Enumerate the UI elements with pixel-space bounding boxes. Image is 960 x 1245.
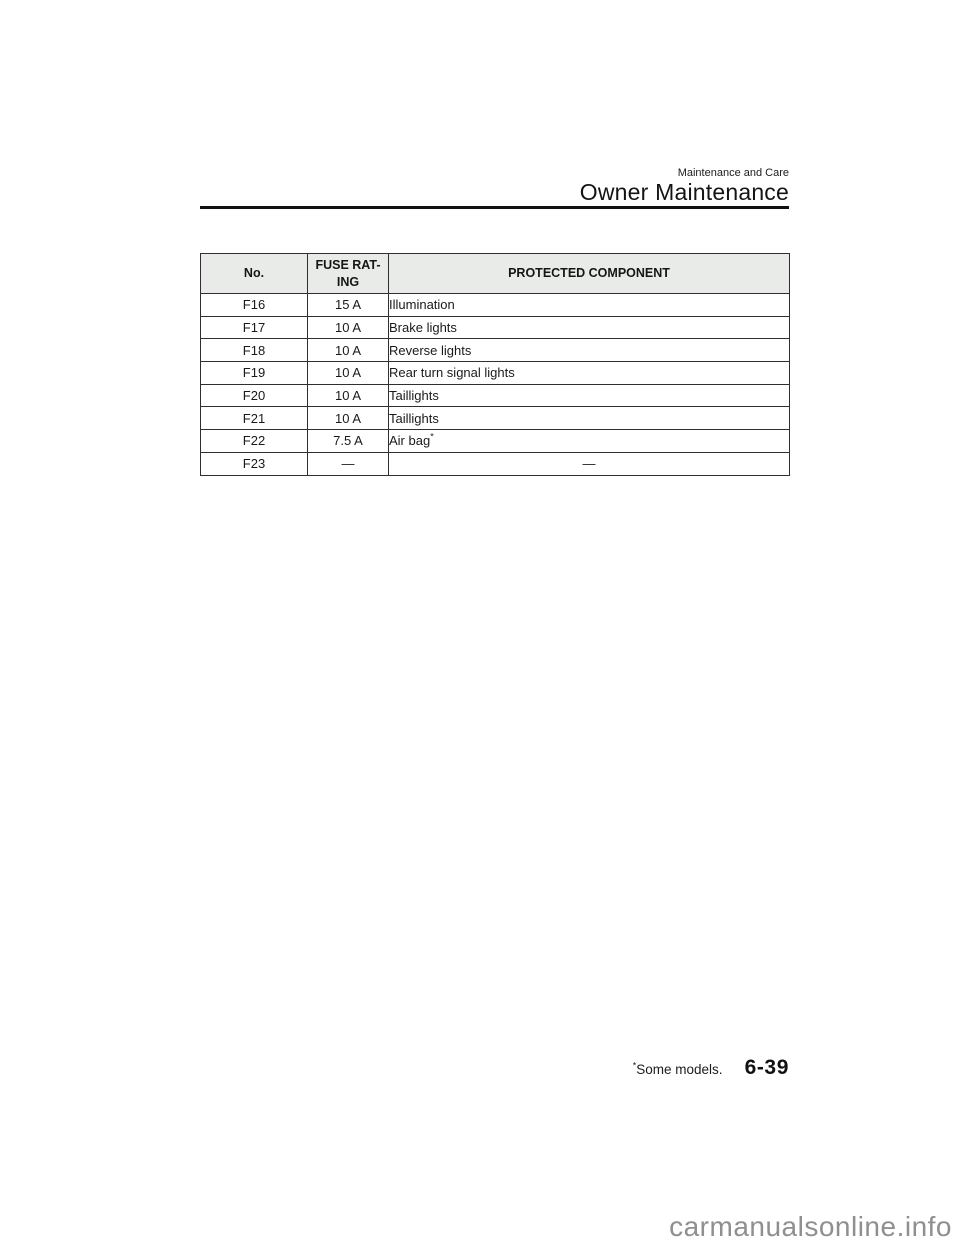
- fuse-no-cell: F23: [201, 452, 308, 475]
- table-row: [201, 452, 790, 475]
- page-footer: [0, 1056, 789, 1080]
- fuse-no-cell: F22: [201, 430, 308, 453]
- header-rule: [200, 206, 789, 209]
- fuse-no-cell: F18: [201, 339, 308, 362]
- fuse-rating-cell: 10 A: [308, 339, 389, 362]
- fuse-rating-cell: 10 A: [308, 362, 389, 385]
- column-header-no: No.: [201, 254, 308, 294]
- table-row: [201, 339, 790, 362]
- page-number: 6-39: [744, 1056, 789, 1079]
- protected-component-cell: Illumination: [389, 294, 790, 317]
- section-label: Maintenance and Care: [677, 167, 789, 179]
- fuse-no-cell: F20: [201, 384, 308, 407]
- table-header-row: [201, 254, 790, 294]
- table-row: [201, 316, 790, 339]
- page-header: [200, 167, 789, 205]
- fuse-no-cell: F19: [201, 362, 308, 385]
- fuse-table-header: [201, 254, 790, 294]
- fuse-rating-cell: 7.5 A: [308, 430, 389, 453]
- fuse-table: [200, 253, 790, 476]
- fuse-no-cell: F17: [201, 316, 308, 339]
- fuse-rating-cell: 15 A: [308, 294, 389, 317]
- table-row: [201, 294, 790, 317]
- fuse-rating-cell: 10 A: [308, 384, 389, 407]
- column-header-protected-component: PROTECTED COMPONENT: [389, 254, 790, 294]
- protected-component-cell: —: [389, 452, 790, 475]
- footnote: [633, 1062, 723, 1077]
- table-row: [201, 430, 790, 453]
- protected-component-cell: Brake lights: [389, 316, 790, 339]
- page-title: Owner Maintenance: [579, 179, 789, 205]
- table-row: [201, 384, 790, 407]
- footnote-asterisk: *: [632, 1060, 637, 1071]
- footnote-marker: *: [430, 432, 434, 443]
- fuse-no-cell: F21: [201, 407, 308, 430]
- protected-component-cell: Taillights: [389, 407, 790, 430]
- fuse-table-body: [201, 294, 790, 476]
- footnote-text: Some models.: [636, 1062, 723, 1077]
- column-header-fuse-rating: FUSE RAT- ING: [308, 254, 389, 294]
- fuse-rating-cell: 10 A: [308, 407, 389, 430]
- fuse-no-cell: F16: [201, 294, 308, 317]
- table-row: [201, 362, 790, 385]
- fuse-rating-cell: —: [308, 452, 389, 475]
- fuse-rating-cell: 10 A: [308, 316, 389, 339]
- protected-component-cell: Reverse lights: [389, 339, 790, 362]
- table-row: [201, 407, 790, 430]
- protected-component-cell: Taillights: [389, 384, 790, 407]
- protected-component-cell: Rear turn signal lights: [389, 362, 790, 385]
- watermark: carmanualsonline.info: [669, 1211, 952, 1242]
- protected-component-cell: Air bag*: [389, 430, 790, 453]
